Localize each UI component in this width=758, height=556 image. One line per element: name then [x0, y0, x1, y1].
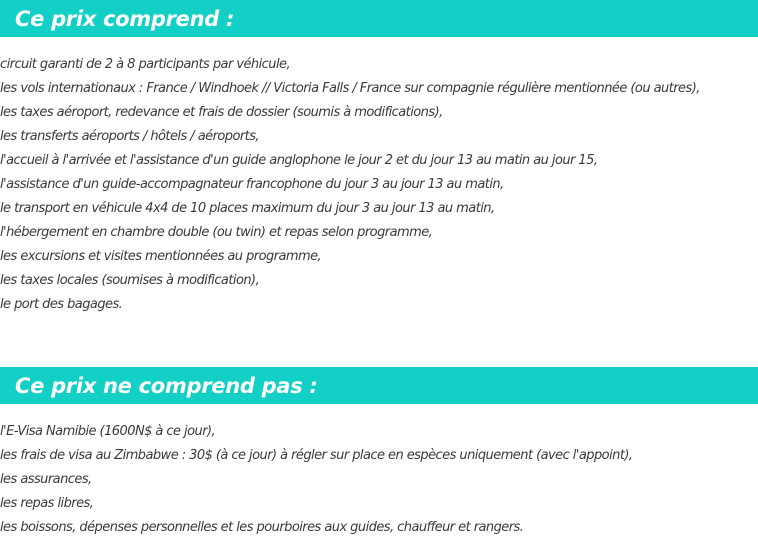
list-item: les boissons, dépenses personnelles et les pourboires aux guides, chauffeur et rangers. — [0, 520, 524, 535]
list-item: l'accueil à l'arrivée et l'assistance d'un guide anglophone le jour 2 et du jour 13 au matin au jour 15, — [0, 153, 598, 168]
list-item: les excursions et visites mentionnées au programme, — [0, 249, 322, 264]
price-includes-header — [0, 0, 758, 37]
list-item: le port des bagages. — [0, 297, 123, 312]
price-includes-list — [0, 53, 700, 317]
list-item: circuit garanti de 2 à 8 participants par véhicule, — [0, 57, 291, 72]
list-item: les frais de visa au Zimbabwe : 30$ (à ce jour) à régler sur place en espèces uniquement (avec l'appoint), — [0, 448, 633, 463]
list-item: l'assistance d'un guide-accompagnateur francophone du jour 3 au jour 13 au matin, — [0, 177, 504, 192]
price-excludes-title: Ce prix ne comprend pas : — [15, 373, 318, 398]
list-item: les assurances, — [0, 472, 92, 487]
price-includes-title: Ce prix comprend : — [15, 6, 235, 31]
list-item: les repas libres, — [0, 496, 94, 511]
price-excludes-header — [0, 367, 758, 404]
list-item: les taxes aéroport, redevance et frais de dossier (soumis à modifications), — [0, 105, 443, 120]
list-item: les transferts aéroports / hôtels / aéroports, — [0, 129, 260, 144]
list-item: l'hébergement en chambre double (ou twin) et repas selon programme, — [0, 225, 433, 240]
list-item: le transport en véhicule 4x4 de 10 places maximum du jour 3 au jour 13 au matin, — [0, 201, 495, 216]
list-item: les vols internationaux : France / Windhoek // Victoria Falls / France sur compagnie régulière mentionnée (ou autres), — [0, 81, 700, 96]
price-excludes-list — [0, 420, 633, 540]
list-item: l'E-Visa Namibie (1600N$ à ce jour), — [0, 424, 216, 439]
list-item: les taxes locales (soumises à modification), — [0, 273, 260, 288]
